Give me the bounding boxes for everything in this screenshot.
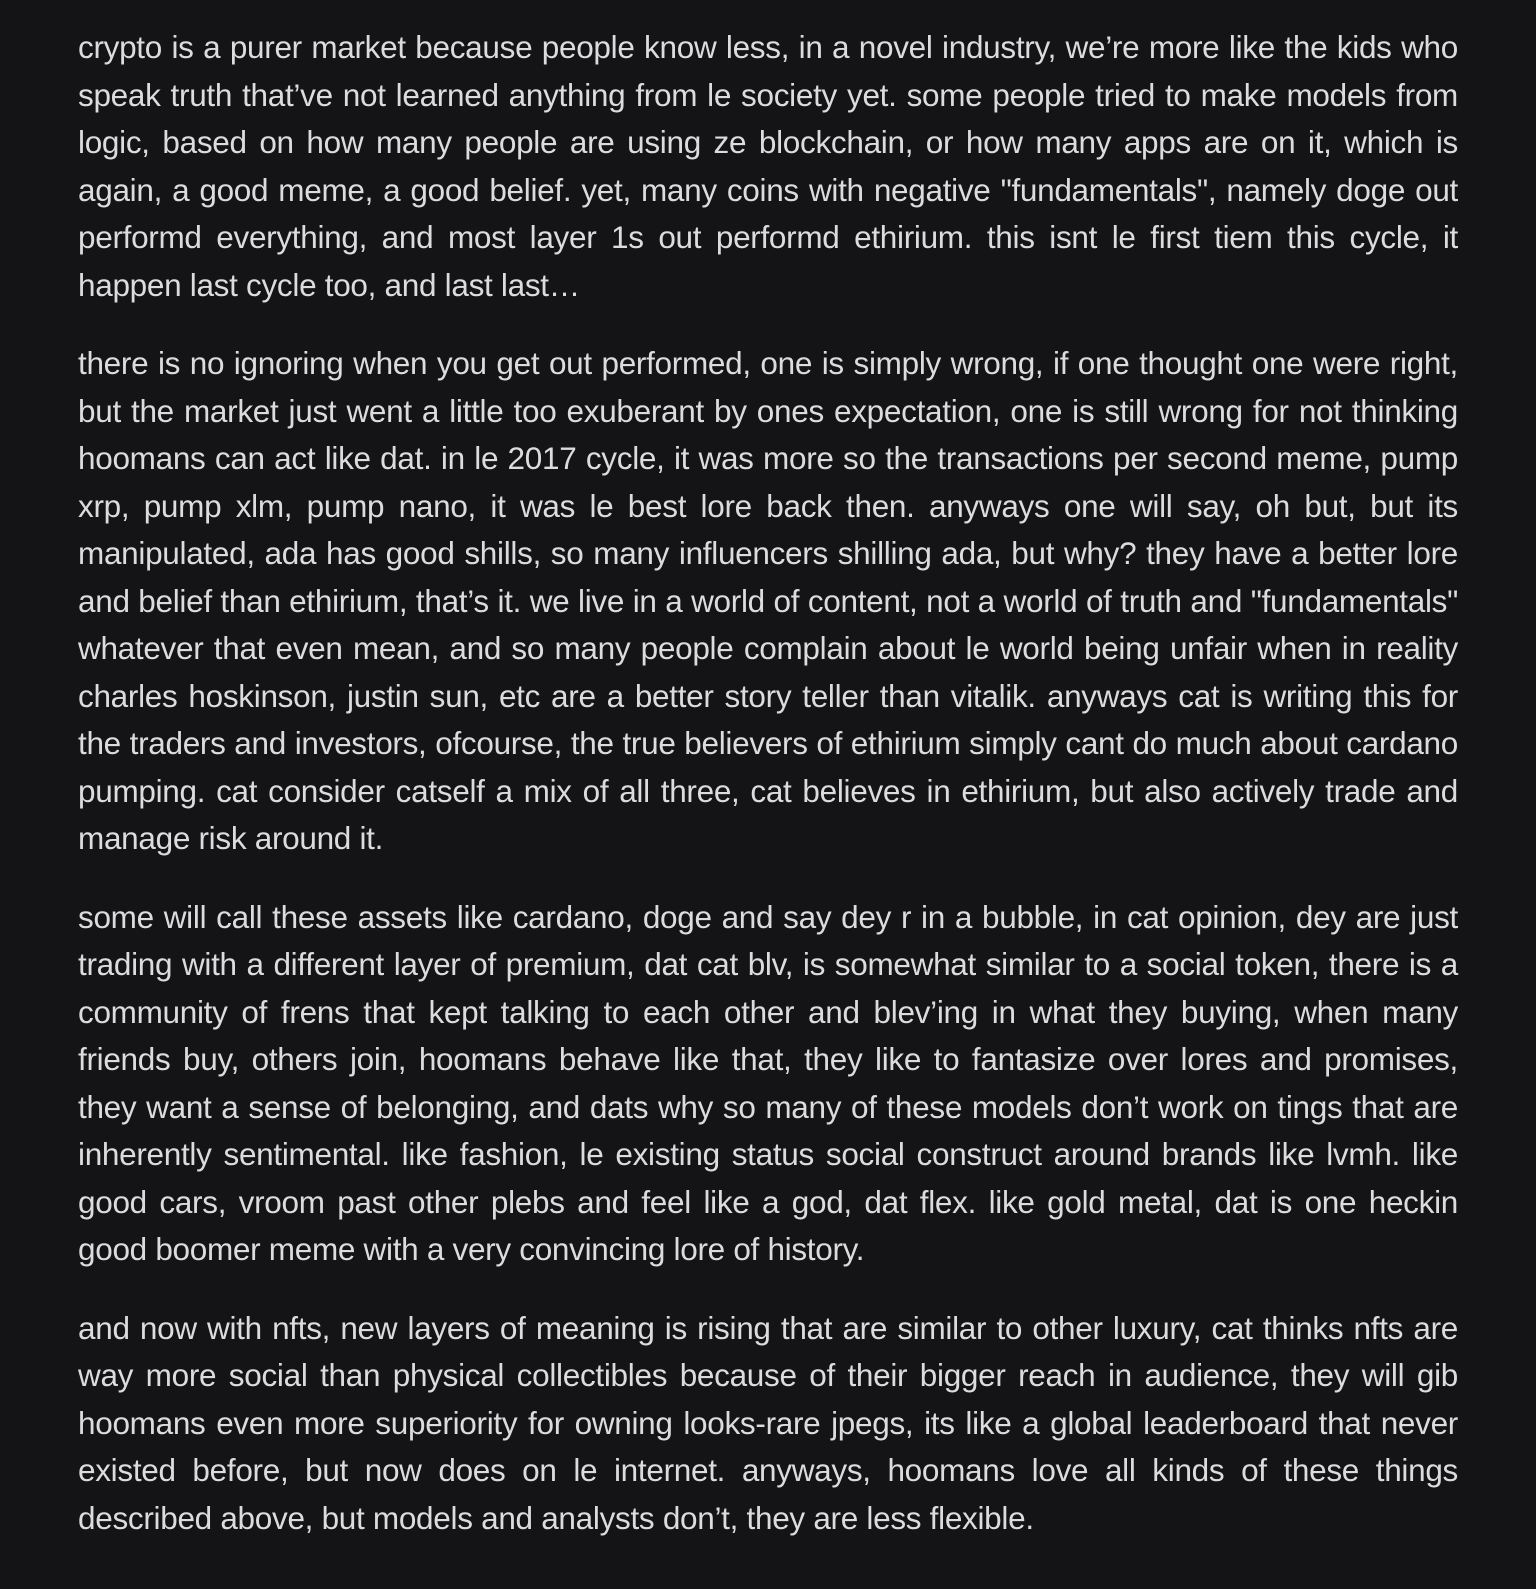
article-body <box>78 24 1458 1542</box>
paragraph-2: there is no ignoring when you get out performed, one is simply wrong, if one thought one were right, but the market just went a little too exuberant by ones expectation, one is still wrong for not thinking hoomans can act like dat. in le 2017 cycle, it was more so the transactions per second meme, pump xrp, pump xlm, pump nano, it was le best lore back then. anyways one will say, oh but, but its manipulated, ada has good shills, so many influencers shilling ada, but why? they have a better lore and belief than ethirium, that’s it. we live in a world of content, not a world of truth and "fundamentals" whatever that even mean, and so many people complain about le world being unfair when in reality charles hoskinson, justin sun, etc are a better story teller than vitalik. anyways cat is writing this for the traders and investors, ofcourse, the true believers of ethirium simply cant do much about cardano pumping. cat consider catself a mix of all three, cat believes in ethirium, but also actively trade and manage risk around it. <box>78 345 1458 856</box>
paragraph-3: some will call these assets like cardano, doge and say dey r in a bubble, in cat opinion, dey are just trading with a different layer of premium, dat cat blv, is somewhat similar to a social token, there is a community of frens that kept talking to each other and blev’ing in what they buying, when many friends buy, others join, hoomans behave like that, they like to fantasize over lores and promises, they want a sense of belonging, and dats why so many of these models don’t work on tings that are inherently sentimental. like fashion, le existing status social construct around brands like lvmh. like good cars, vroom past other plebs and feel like a god, dat flex. like gold metal, dat is one heckin good boomer meme with a very convincing lore of history. <box>78 898 1458 1267</box>
paragraph-1: crypto is a purer market because people know less, in a novel industry, we’re more like the kids who speak truth that’ve not learned anything from le society yet. some people tried to make models from logic, based on how many people are using ze blockchain, or how many apps are on it, which is again, a good meme, a good belief. yet, many coins with negative "fundamentals", namely doge out performd everything, and most layer 1s out performd ethirium. this isnt le first tiem this cycle, it happen last cycle too, and last last… <box>78 29 1458 303</box>
paragraph-4: and now with nfts, new layers of meaning is rising that are similar to other luxury, cat thinks nfts are way more social than physical collectibles because of their bigger reach in audience, they will gib hoomans even more superiority for owning looks-rare jpegs, its like a global leaderboard that never existed before, but now does on le internet. anyways, hoomans love all kinds of these things described above, but models and analysts don’t, they are less flexible. <box>78 1309 1458 1536</box>
